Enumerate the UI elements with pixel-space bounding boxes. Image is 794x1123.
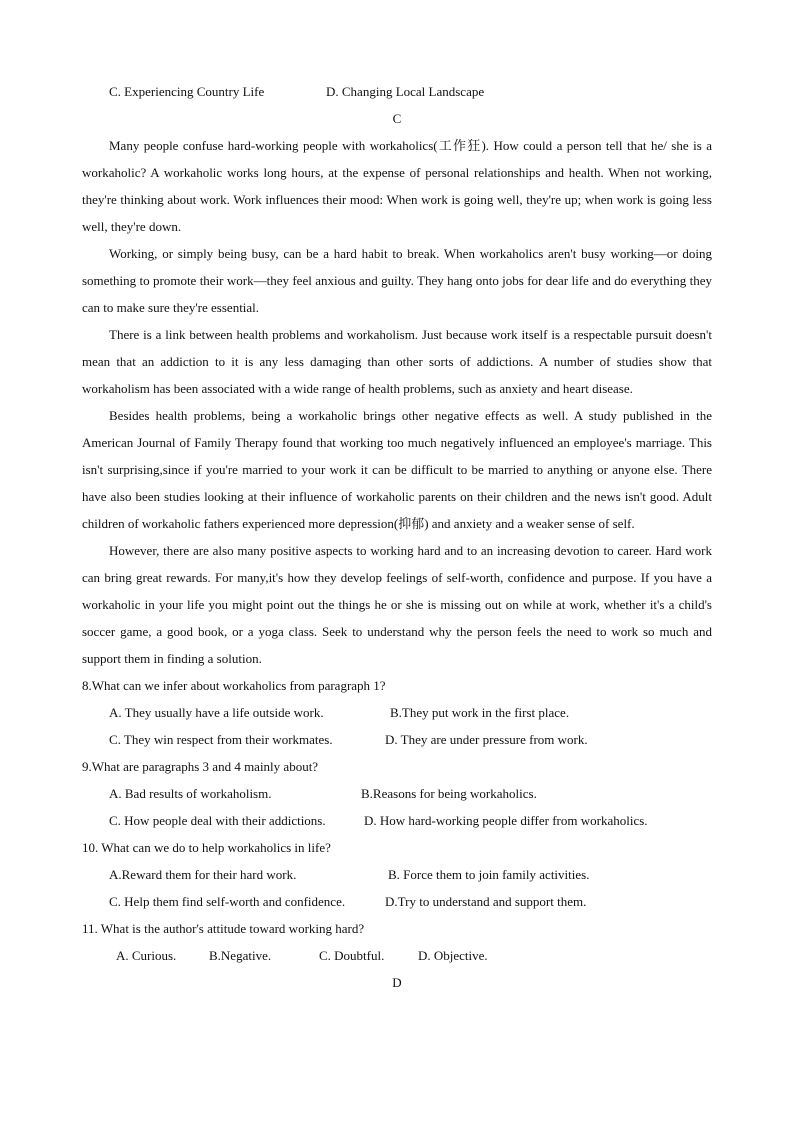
question-11 <box>82 915 712 969</box>
option-row <box>82 942 712 969</box>
option-c[interactable]: C. Help them find self-worth and confidence. <box>109 894 346 909</box>
question-stem: 8.What can we infer about workaholics from paragraph 1? <box>82 678 386 693</box>
option-d[interactable]: D. Objective. <box>418 948 488 963</box>
option-a[interactable]: A. Curious. <box>116 948 177 963</box>
option-c[interactable]: C. Experiencing Country Life <box>109 84 265 99</box>
option-row <box>82 888 712 915</box>
question-8 <box>82 672 712 753</box>
option-row <box>82 699 712 726</box>
option-b[interactable]: B.Reasons for being workaholics. <box>361 786 537 801</box>
question-stem: 11. What is the author's attitude toward working hard? <box>82 921 365 936</box>
question-stem: 9.What are paragraphs 3 and 4 mainly about? <box>82 759 319 774</box>
section-label-c: C <box>392 111 402 126</box>
option-row <box>82 780 712 807</box>
previous-question-options <box>82 78 712 105</box>
question-stem: 10. What can we do to help workaholics in life? <box>82 840 331 855</box>
document-page <box>82 78 712 996</box>
option-c[interactable]: C. How people deal with their addictions. <box>109 813 326 828</box>
question-9 <box>82 753 712 834</box>
passage <box>82 132 712 672</box>
option-a[interactable]: A.Reward them for their hard work. <box>109 867 297 882</box>
option-b[interactable]: B. Force them to join family activities. <box>388 867 590 882</box>
option-c[interactable]: C. Doubtful. <box>319 948 385 963</box>
option-a[interactable]: A. Bad results of workaholism. <box>109 786 272 801</box>
option-row <box>82 807 712 834</box>
passage-paragraph-4: Besides health problems, being a workaholic brings other negative effects as well. A study published in the American Journal of Family Therapy found that working too much negatively influenced an employee's marriage. This isn't surprising,since if you're married to your work it can be difficult to be married to anything or anyone else. There have also been studies looking at their influence of workaholic parents on their children and the news isn't good. Adult children of workaholic fathers experienced more depression(抑郁) and anxiety and a weaker sense of self. <box>82 408 712 531</box>
passage-paragraph-5: However, there are also many positive aspects to working hard and to an increasing devotion to career. Hard work can bring great rewards. For many,it's how they develop feelings of self-worth, confidence and purpose. If you have a workaholic in your life you might point out the things he or she is missing out on while at work, whether it's a child's soccer game, a good book, or a yoga class. Seek to understand why the person feels the need to work so much and support them in finding a solution. <box>82 543 712 666</box>
passage-paragraph-3: There is a link between health problems and workaholism. Just because work itself is a respectable pursuit doesn't mean that an addiction to it is any less damaging than other sorts of addictions. A number of studies show that workaholism has been associated with a wide range of health problems, such as anxiety and heart disease. <box>82 327 712 396</box>
option-b[interactable]: B.Negative. <box>209 948 272 963</box>
question-10 <box>82 834 712 915</box>
option-d[interactable]: D.Try to understand and support them. <box>385 894 587 909</box>
option-row <box>82 726 712 753</box>
option-row <box>82 861 712 888</box>
option-c[interactable]: C. They win respect from their workmates. <box>109 732 333 747</box>
passage-paragraph-2: Working, or simply being busy, can be a hard habit to break. When workaholics aren't busy working—or doing something to promote their work—they feel anxious and guilty. They hang onto jobs for dear life and do everything they can to make sure they're essential. <box>82 246 712 315</box>
option-d[interactable]: D. They are under pressure from work. <box>385 732 588 747</box>
option-d[interactable]: D. Changing Local Landscape <box>326 84 485 99</box>
option-b[interactable]: B.They put work in the first place. <box>390 705 570 720</box>
passage-paragraph-1: Many people confuse hard-working people with workaholics(工作狂). How could a person tell that he/ she is a workaholic? A workaholic works long hours, at the expense of personal relationships and health. When not working, they're thinking about work. Work influences their mood: When work is going well, they're up; when work is going less well, they're down. <box>82 138 712 234</box>
section-label-d: D <box>392 975 402 990</box>
option-d[interactable]: D. How hard-working people differ from workaholics. <box>364 813 648 828</box>
option-a[interactable]: A. They usually have a life outside work. <box>109 705 324 720</box>
